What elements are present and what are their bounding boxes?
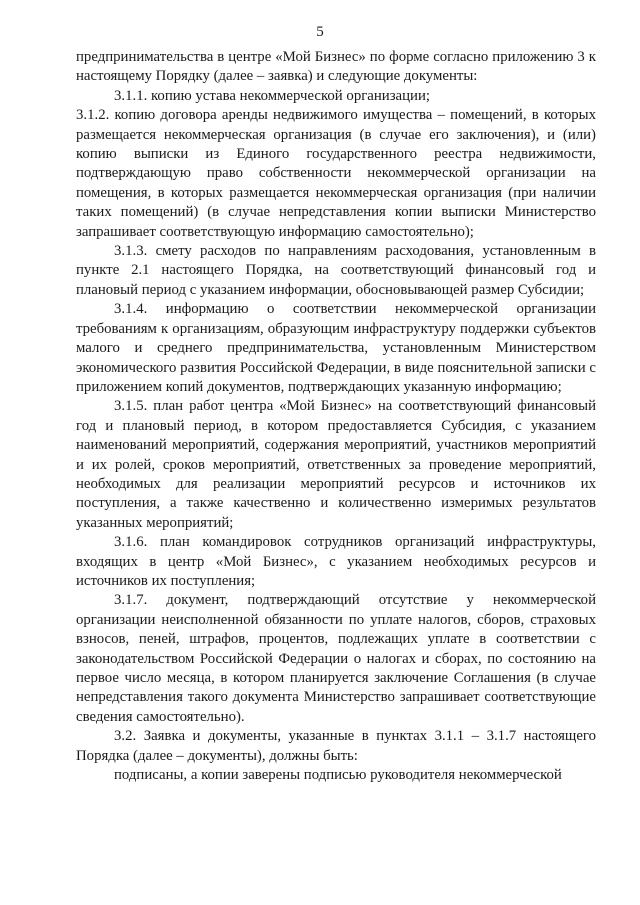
paragraph: 3.1.4. информацию о соответствии некоммерческой организации требованиям к организациям, образующим инфраструктуру поддержки субъектов малого и среднего предпринимательства, установленным Министерством экономического развития Российской Федерации, в виде пояснительной записки с приложением копий документов, подтверждающих указанную информацию; <box>76 301 596 395</box>
paragraph: предпринимательства в центре «Мой Бизнес» по форме согласно приложению 3 к настоящему Порядку (далее – заявка) и следующие документы: <box>76 49 596 85</box>
paragraph: 3.1.1. копию устава некоммерческой организации; <box>114 87 430 104</box>
paragraph: 3.2. Заявка и документы, указанные в пунктах 3.1.1 – 3.1.7 настоящего Порядка (далее – документы), должны быть: <box>76 728 596 764</box>
paragraph: 3.1.6. план командировок сотрудников организаций инфраструктуры, входящих в центр «Мой Бизнес», с указанием необходимых ресурсов и источников их поступления; <box>76 534 596 589</box>
paragraph: 3.1.3. смету расходов по направлениям расходования, установленным в пункте 2.1 настоящего Порядка, на соответствующий финансовый год и плановый период с указанием информации, обосновывающей размер Субсидии; <box>76 243 596 298</box>
paragraph: 3.1.5. план работ центра «Мой Бизнес» на соответствующий финансовый год и плановый период, в котором предоставляется Субсидия, с указанием наименований мероприятий, содержания мероприятий, участников мероприятий и их ролей, сроков мероприятий, ответственных за проведение мероприятий, необходимых для реализации мероприятий ресурсов и источников их поступления, а также качественно и количественно измеримых результатов указанных мероприятий; <box>76 398 596 531</box>
paragraph: подписаны, а копии заверены подписью руководителя некоммерческой <box>114 767 562 784</box>
paragraph: 3.1.2. копию договора аренды недвижимого имущества – помещений, в которых размещается некоммерческая организация (в случае его заключения), и (или) копию выписки из Единого государственного реестра недвижимости, подтверждающую право собственности некоммерческой организации на помещения, в которых размещается некоммерческая организация (при наличии таких помещений) (в случае непредставления копии выписки Министерство запрашивает соответствующую информацию самостоятельно); <box>76 107 596 240</box>
page-number: 5 <box>316 24 324 40</box>
document-body <box>76 48 596 785</box>
paragraph: 3.1.7. документ, подтверждающий отсутствие у некоммерческой организации неисполненной обязанности по уплате налогов, сборов, страховых взносов, пеней, штрафов, процентов, подлежащих уплате в соответствии с законодательством Российской Федерации о налогах и сборах, по состоянию на первое число месяца, в котором планируется заключение Соглашения (в случае непредставления такого документа Министерство запрашивает соответствующие сведения самостоятельно). <box>76 592 596 725</box>
